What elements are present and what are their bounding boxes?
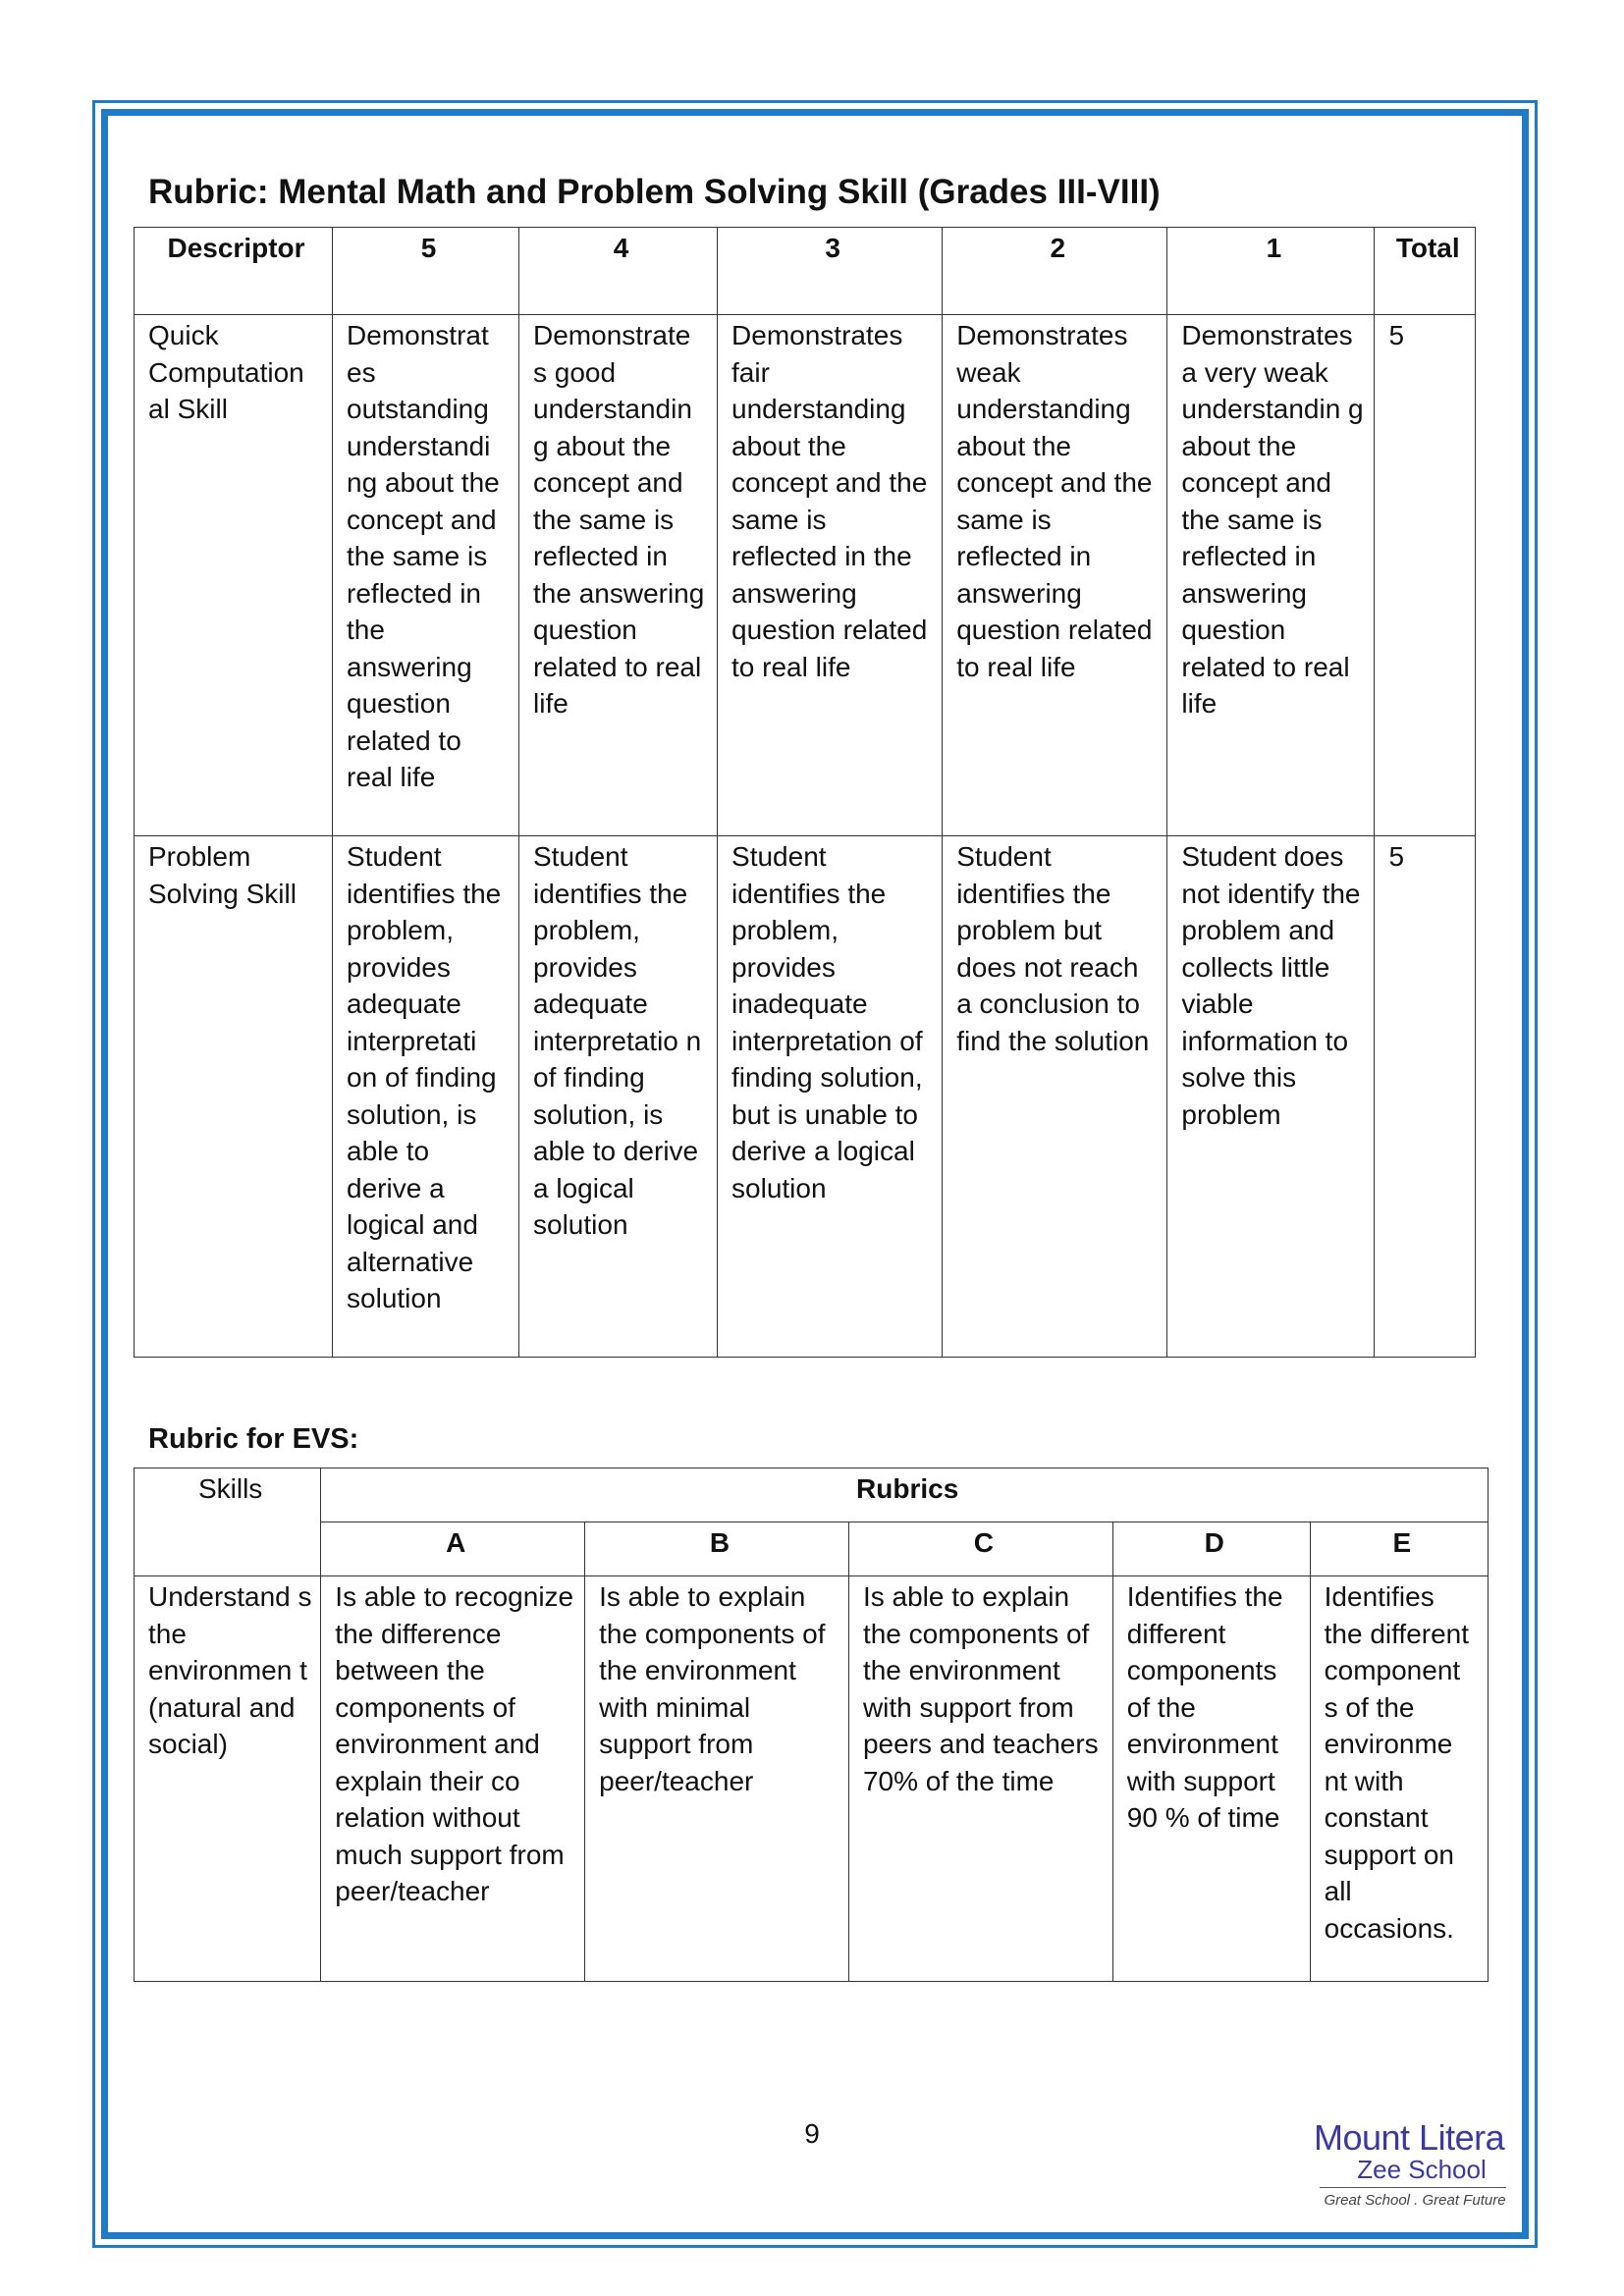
table-cell: Student identifies the problem, provides inadequate interpretation of finding solution, but is unable to derive a logical solution: [718, 836, 943, 1358]
header-score-3: 3: [718, 228, 943, 315]
header-score-4: 4: [519, 228, 718, 315]
header-score-2: 2: [943, 228, 1167, 315]
header-total: Total: [1375, 228, 1476, 315]
header-level-b: B: [585, 1522, 849, 1576]
header-rubrics: Rubrics: [321, 1468, 1489, 1522]
logo-tagline: Great School . Great Future: [1324, 2192, 1506, 2209]
table-cell: Is able to explain the components of the environment with minimal support from peer/teacher: [585, 1576, 849, 1982]
table-cell: Identifies the different components of the environment with support 90 % of time: [1112, 1576, 1310, 1982]
school-logo: [1314, 2117, 1510, 2209]
header-skills: Skills: [135, 1468, 321, 1576]
header-level-a: A: [321, 1522, 585, 1576]
header-level-d: D: [1112, 1522, 1310, 1576]
table-cell: Identifies the different component s of the environme nt with constant support on all occasions.: [1310, 1576, 1488, 1982]
table-cell: Demonstrate s good understandin g about the concept and the same is reflected in the answering question related to real life: [519, 315, 718, 836]
header-score-1: 1: [1167, 228, 1375, 315]
table-row: [135, 315, 1476, 836]
header-level-e: E: [1310, 1522, 1488, 1576]
table-cell: Demonstrates a very weak understandin g about the concept and the same is reflected in answering question related to real life: [1167, 315, 1375, 836]
table-cell: Student identifies the problem, provides adequate interpretatio n of finding solution, is able to derive a logical solution: [519, 836, 718, 1358]
row-total: 5: [1375, 315, 1476, 836]
logo-name: Mount Litera: [1314, 2117, 1505, 2158]
table-row: [135, 836, 1476, 1358]
header-descriptor: Descriptor: [135, 228, 333, 315]
table-cell: Is able to explain the components of the environment with support from peers and teachers 70% of the time: [848, 1576, 1112, 1982]
header-score-5: 5: [333, 228, 519, 315]
rubric1-title: Rubric: Mental Math and Problem Solving Skill (Grades III-VIII): [148, 173, 1161, 211]
rubric2-table: [134, 1468, 1489, 1982]
table-cell: Demonstrat es outstanding understandi ng about the concept and the same is reflected in the answering question related to real life: [333, 315, 519, 836]
table-cell: Is able to recognize the difference between the components of environment and explain their co relation without much support from peer/teacher: [321, 1576, 585, 1982]
row-descriptor: Quick Computation al Skill: [135, 315, 333, 836]
logo-subtitle: Zee School: [1357, 2155, 1487, 2184]
row-total: 5: [1375, 836, 1476, 1358]
page-number: 9: [804, 2118, 820, 2149]
logo-divider: [1320, 2187, 1506, 2188]
row-descriptor: Problem Solving Skill: [135, 836, 333, 1358]
table-row: [135, 1576, 1489, 1982]
rubric2-title: Rubric for EVS:: [148, 1423, 359, 1455]
row-skill: Understand s the environmen t (natural and social): [135, 1576, 321, 1982]
table-cell: Student identifies the problem but does not reach a conclusion to find the solution: [943, 836, 1167, 1358]
table-cell: Student identifies the problem, provides adequate interpretati on of finding solution, is able to derive a logical and alternative solution: [333, 836, 519, 1358]
table-cell: Student does not identify the problem and collects little viable information to solve this problem: [1167, 836, 1375, 1358]
rubric2-header-row: [135, 1468, 1489, 1522]
table-cell: Demonstrates fair understanding about the concept and the same is reflected in the answering question related to real life: [718, 315, 943, 836]
table-cell: Demonstrates weak understanding about the concept and the same is reflected in answering question related to real life: [943, 315, 1167, 836]
rubric1-header-row: [135, 228, 1476, 315]
rubric2-levels-row: [135, 1522, 1489, 1576]
rubric1-table: [134, 227, 1476, 1358]
header-level-c: C: [848, 1522, 1112, 1576]
